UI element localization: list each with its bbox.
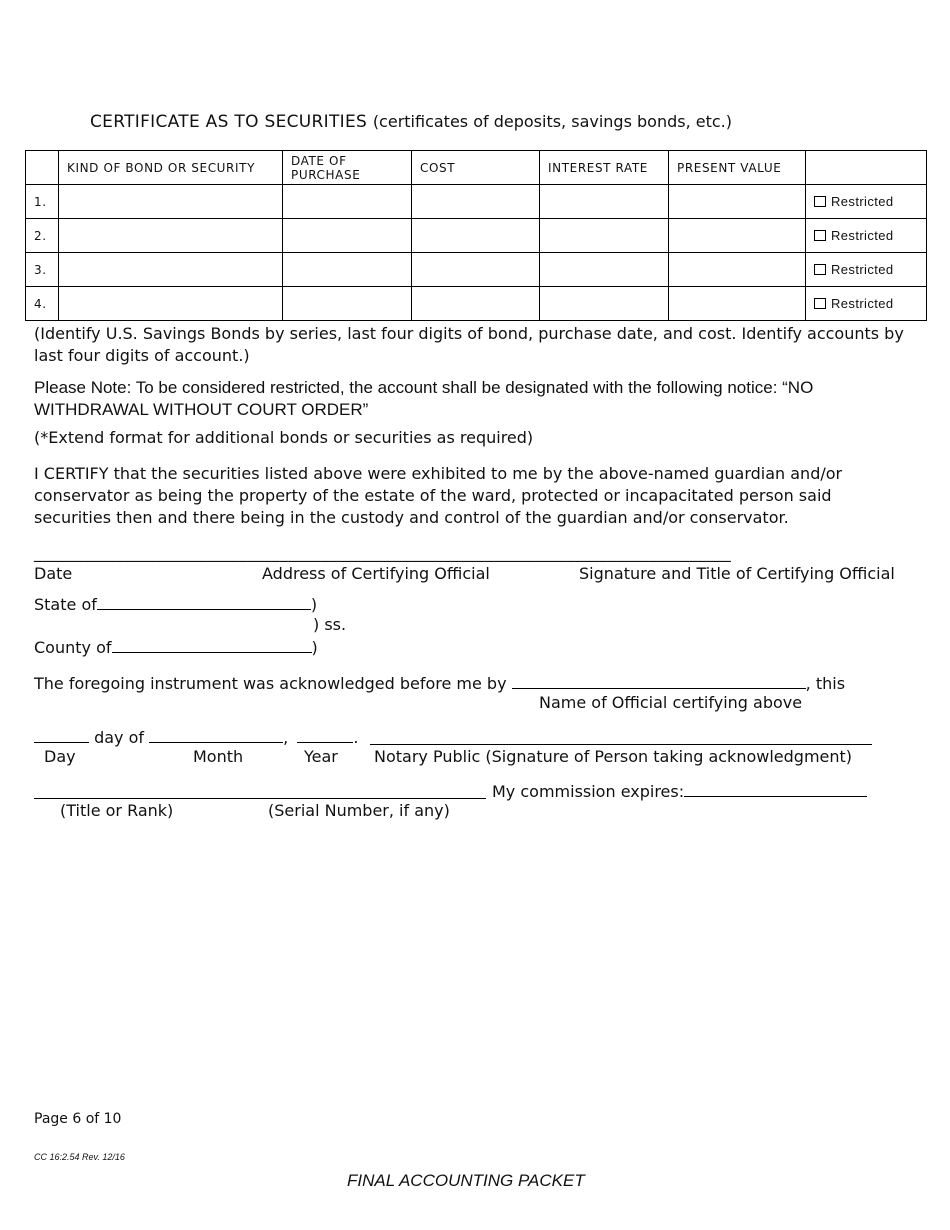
state-label: State of — [34, 595, 97, 614]
label-signature: Signature and Title of Certifying Official — [579, 564, 895, 583]
day-field[interactable] — [34, 726, 89, 743]
present-value-cell[interactable] — [669, 253, 806, 287]
county-of-line — [34, 636, 318, 657]
restricted-checkbox[interactable] — [814, 264, 826, 275]
restricted-label: Restricted — [831, 262, 894, 277]
interest-cell[interactable] — [540, 287, 669, 321]
day-of-label: day of — [94, 728, 145, 747]
date-cell[interactable] — [283, 287, 412, 321]
restricted-checkbox[interactable] — [814, 230, 826, 241]
date-cell[interactable] — [283, 185, 412, 219]
kind-cell[interactable] — [59, 185, 283, 219]
state-field[interactable] — [97, 593, 311, 610]
please-note: Please Note: To be considered restricted, the account shall be designated with the following notice: “NO WITHDRAWAL WITHOUT COURT ORDER” — [34, 378, 814, 419]
title-subtitle: (certificates of deposits, savings bonds, etc.) — [372, 112, 732, 131]
kind-cell[interactable] — [59, 219, 283, 253]
county-label: County of — [34, 638, 112, 657]
header-interest: INTEREST RATE — [540, 151, 669, 185]
signature-dash-line: _____________________________________________________________________________________ — [34, 543, 731, 562]
label-address: Address of Certifying Official — [262, 564, 490, 583]
table-row — [26, 185, 927, 219]
cost-cell[interactable] — [412, 253, 540, 287]
month-label: Month — [193, 747, 244, 766]
page-number: Page 6 of 10 — [34, 1111, 122, 1127]
present-value-cell[interactable] — [669, 219, 806, 253]
restricted-cell — [806, 287, 927, 321]
county-field[interactable] — [112, 636, 312, 653]
packet-title: FINAL ACCOUNTING PACKET — [347, 1171, 585, 1190]
table-row — [26, 253, 927, 287]
label-date: Date — [34, 564, 73, 583]
restricted-cell — [806, 253, 927, 287]
day-label: Day — [44, 747, 76, 766]
restricted-label: Restricted — [831, 194, 894, 209]
present-value-cell[interactable] — [669, 185, 806, 219]
form-title — [90, 112, 732, 132]
header-kind: KIND OF BOND OR SECURITY — [59, 151, 283, 185]
acknowledgment-line — [34, 672, 845, 693]
state-paren: ) — [310, 595, 318, 614]
title-serial-field[interactable] — [34, 782, 486, 799]
row-number: 2. — [26, 219, 59, 253]
year-label: Year — [304, 747, 338, 766]
commission-field[interactable] — [684, 780, 867, 797]
year-field[interactable] — [297, 726, 353, 743]
restricted-label: Restricted — [831, 296, 894, 311]
ack-text: The foregoing instrument was acknowledged before me by — [34, 674, 507, 693]
official-name-field[interactable] — [512, 672, 806, 689]
table-row — [26, 219, 927, 253]
table-row — [26, 287, 927, 321]
form-code: CC 16:2.54 Rev. 12/16 — [34, 1152, 125, 1162]
cost-cell[interactable] — [412, 185, 540, 219]
table-header-row — [26, 151, 927, 185]
month-field[interactable] — [149, 726, 283, 743]
serial-number-label: (Serial Number, if any) — [268, 801, 450, 820]
present-value-cell[interactable] — [669, 287, 806, 321]
date-cell[interactable] — [283, 253, 412, 287]
name-of-official-label: Name of Official certifying above — [539, 693, 803, 712]
date-line — [34, 726, 358, 747]
header-restricted — [806, 151, 927, 185]
restricted-checkbox[interactable] — [814, 196, 826, 207]
restricted-label: Restricted — [831, 228, 894, 243]
cost-cell[interactable] — [412, 287, 540, 321]
kind-cell[interactable] — [59, 253, 283, 287]
header-present-value: PRESENT VALUE — [669, 151, 806, 185]
certify-statement: I CERTIFY that the securities listed above were exhibited to me by the above-named guardian and/or conservator as being the property of the estate of the ward, protected or incapacitated person said securities then and there being in the custody and control of the guardian and/or conservator. — [34, 464, 843, 527]
title-main: CERTIFICATE AS TO SECURITIES — [90, 112, 368, 132]
date-cell[interactable] — [283, 219, 412, 253]
restricted-cell — [806, 185, 927, 219]
row-number: 1. — [26, 185, 59, 219]
interest-cell[interactable] — [540, 253, 669, 287]
ss-label: ) ss. — [313, 615, 347, 634]
commission-label: My commission expires: — [492, 782, 685, 801]
restricted-cell — [806, 219, 927, 253]
kind-cell[interactable] — [59, 287, 283, 321]
comma: , — [283, 728, 289, 747]
notary-label: Notary Public (Signature of Person taking acknowledgment) — [374, 747, 853, 766]
title-rank-label: (Title or Rank) — [60, 801, 174, 820]
row-number: 3. — [26, 253, 59, 287]
ack-this: , this — [805, 674, 846, 693]
notary-signature-field[interactable] — [370, 728, 872, 745]
interest-cell[interactable] — [540, 219, 669, 253]
header-date: DATE OF PURCHASE — [283, 151, 412, 185]
identify-instructions: (Identify U.S. Savings Bonds by series, last four digits of bond, purchase date, and cost. Identify accounts by last four digits of account.) — [34, 324, 904, 365]
state-of-line — [34, 593, 317, 614]
commission-line — [492, 780, 867, 801]
interest-cell[interactable] — [540, 185, 669, 219]
county-paren: ) — [311, 638, 318, 657]
securities-table — [25, 150, 927, 321]
header-cost: COST — [412, 151, 540, 185]
row-number: 4. — [26, 287, 59, 321]
header-num — [26, 151, 59, 185]
restricted-checkbox[interactable] — [814, 298, 826, 309]
extend-format-note: (*Extend format for additional bonds or securities as required) — [34, 428, 534, 447]
cost-cell[interactable] — [412, 219, 540, 253]
period: . — [353, 728, 359, 747]
